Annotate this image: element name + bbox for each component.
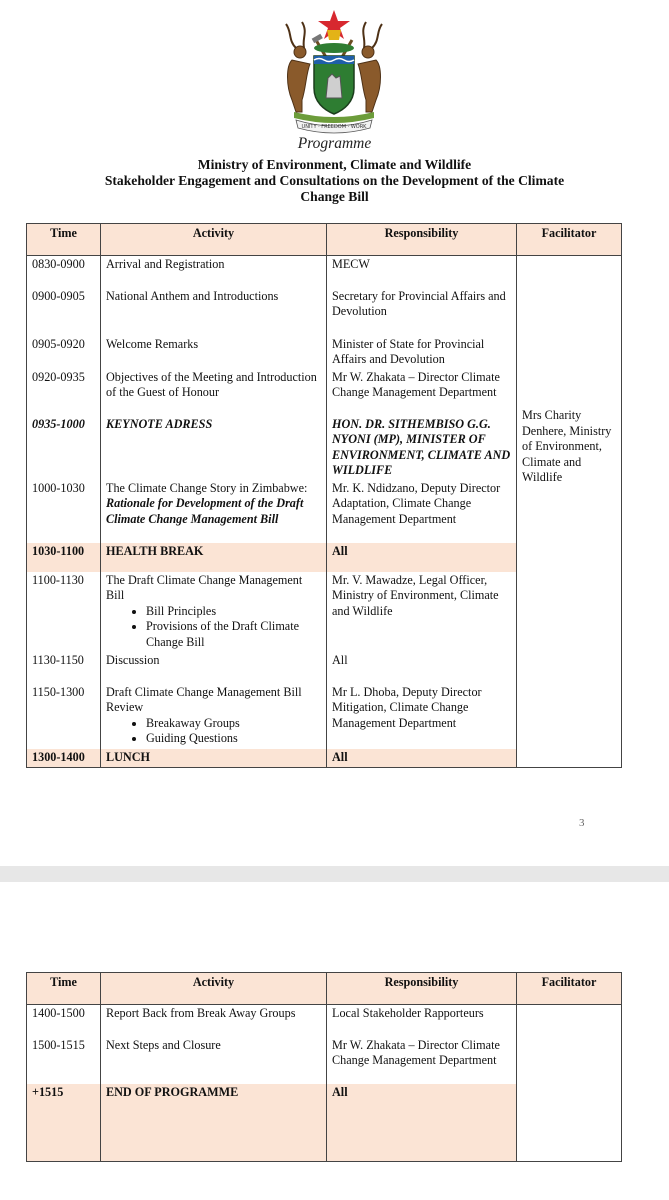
header-responsibility: Responsibility [327, 224, 517, 256]
facilitator-name: Mrs Charity Denhere, Ministry of Environment, Climate and Wildlife [522, 408, 612, 484]
cell-time: 1300-1400 [27, 749, 101, 768]
cell-time: 0900-0905 [27, 288, 101, 336]
header-activity: Activity [101, 224, 327, 256]
activity-text: The Draft Climate Change Management Bill [106, 572, 303, 602]
cell-time: 1500-1515 [27, 1037, 101, 1084]
list-item: • Breakaway Groups [146, 716, 321, 732]
cell-activity: Discussion [101, 652, 327, 684]
cell-time: 1100-1130 [27, 572, 101, 652]
cell-time: +1515 [27, 1084, 101, 1162]
programme-table [26, 223, 622, 768]
programme-table-continued [26, 972, 622, 1162]
cell-responsibility: Mr. K. Ndidzano, Deputy Director Adaptation, Climate Change Management Department [327, 480, 517, 543]
cell-time: 1130-1150 [27, 652, 101, 684]
cell-time: 0920-0935 [27, 369, 101, 416]
cell-responsibility: All [327, 652, 517, 684]
cell-responsibility: Secretary for Provincial Affairs and Devolution [327, 288, 517, 336]
cell-time: 1400-1500 [27, 1005, 101, 1037]
document-page-2 [0, 882, 669, 1200]
page-number: 3 [579, 817, 585, 829]
header-facilitator: Facilitator [517, 224, 622, 256]
table-row [27, 256, 622, 288]
cell-activity [101, 572, 327, 652]
cell-responsibility: HON. DR. SITHEMBISO G.G. NYONI (MP), MINISTER OF ENVIRONMENT, CLIMATE AND WILDLIFE [327, 416, 517, 480]
svg-text:UNITY · FREEDOM · WORK: UNITY · FREEDOM · WORK [301, 124, 367, 130]
cell-activity: LUNCH [101, 749, 327, 768]
header-time: Time [27, 973, 101, 1005]
cell-time: 0905-0920 [27, 336, 101, 369]
cell-activity: National Anthem and Introductions [101, 288, 327, 336]
cell-responsibility: All [327, 543, 517, 572]
cell-time: 0830-0900 [27, 256, 101, 288]
header-facilitator: Facilitator [517, 973, 622, 1005]
activity-text: Draft Climate Change Management Bill Review [106, 684, 302, 714]
cell-responsibility: Mr W. Zhakata – Director Climate Change Management Department [327, 369, 517, 416]
cell-activity [101, 684, 327, 749]
ministry-title: Ministry of Environment, Climate and Wildlife [197, 157, 472, 172]
cell-responsibility: All [327, 749, 517, 768]
header-activity: Activity [101, 973, 327, 1005]
cell-activity: Arrival and Registration [101, 256, 327, 288]
activity-text: The Climate Change Story in Zimbabwe: [106, 480, 308, 495]
activity-emphasis: Rationale for Development of the Draft Climate Change Management Bill [106, 496, 304, 526]
activity-bullet-list [106, 604, 321, 651]
programme-heading: Programme [297, 135, 372, 152]
cell-responsibility: All [327, 1084, 517, 1162]
table-row [27, 1005, 622, 1037]
header-time: Time [27, 224, 101, 256]
cell-responsibility: Local Stakeholder Rapporteurs [327, 1005, 517, 1037]
cell-activity: Welcome Remarks [101, 336, 327, 369]
list-item: • Provisions of the Draft Climate Change Bill [146, 619, 321, 650]
table-header-row [27, 973, 622, 1005]
coat-of-arms-emblem [266, 8, 402, 134]
cell-responsibility: Mr W. Zhakata – Director Climate Change Management Department [327, 1037, 517, 1084]
cell-activity: Next Steps and Closure [101, 1037, 327, 1084]
cell-activity: HEALTH BREAK [101, 543, 327, 572]
event-title-line-1: Stakeholder Engagement and Consultations on the Development of the Climate [104, 173, 565, 188]
cell-activity: END OF PROGRAMME [101, 1084, 327, 1162]
cell-time: 0935-1000 [27, 416, 101, 480]
cell-time: 1030-1100 [27, 543, 101, 572]
list-item: • Bill Principles [146, 604, 321, 620]
cell-activity: KEYNOTE ADRESS [101, 416, 327, 480]
cell-time: 1150-1300 [27, 684, 101, 749]
cell-responsibility: Minister of State for Provincial Affairs and Devolution [327, 336, 517, 369]
header-responsibility: Responsibility [327, 973, 517, 1005]
cell-activity [101, 480, 327, 543]
table-header-row [27, 224, 622, 256]
cell-responsibility: Mr L. Dhoba, Deputy Director Mitigation, Climate Change Management Department [327, 684, 517, 749]
activity-bullet-list [106, 716, 321, 747]
cell-time: 1000-1030 [27, 480, 101, 543]
cell-activity: Report Back from Break Away Groups [101, 1005, 327, 1037]
cell-facilitator [517, 1005, 622, 1162]
event-title-line-2: Change Bill [300, 189, 369, 204]
cell-activity: Objectives of the Meeting and Introduction of the Guest of Honour [101, 369, 327, 416]
cell-responsibility: Mr. V. Mawadze, Legal Officer, Ministry of Environment, Climate and Wildlife [327, 572, 517, 652]
list-item: • Guiding Questions [146, 731, 321, 747]
cell-facilitator [517, 256, 622, 768]
cell-responsibility: MECW [327, 256, 517, 288]
